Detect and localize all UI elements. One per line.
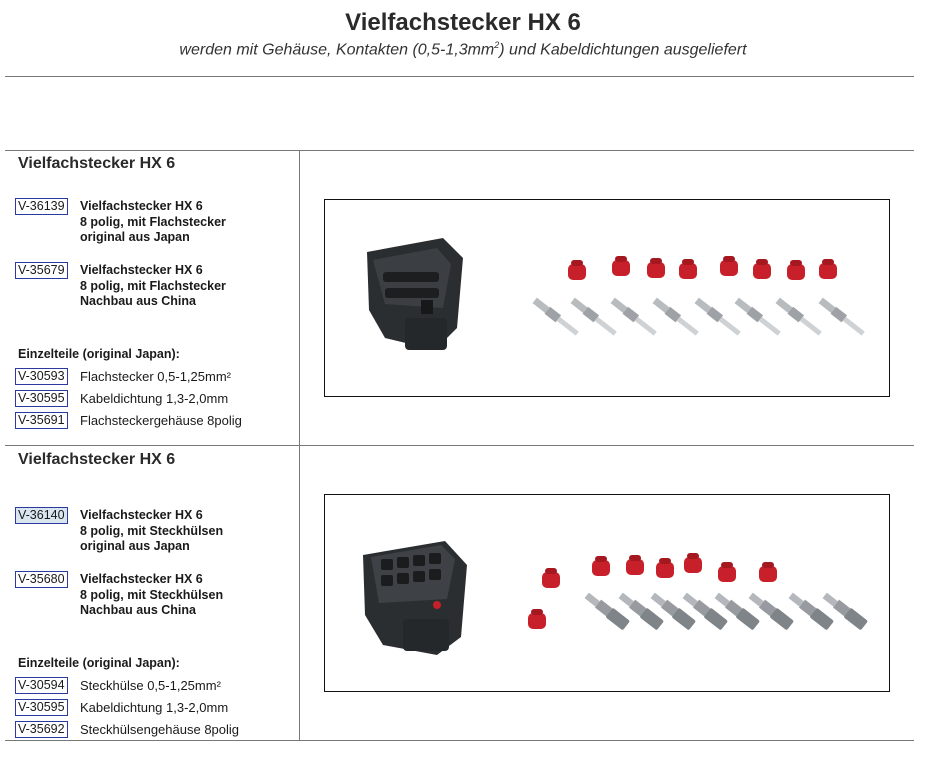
table-top-rule	[5, 150, 914, 151]
parts-heading: Einzelteile (original Japan):	[18, 347, 180, 361]
part-code-link[interactable]: V-35691	[15, 412, 68, 429]
product-code-link[interactable]: V-35679	[15, 262, 68, 279]
product-name: Vielfachstecker HX 6	[80, 508, 203, 522]
part-description: Kabeldichtung 1,3-2,0mm	[80, 700, 229, 715]
flat-terminal-icon	[652, 297, 700, 337]
subtitle-text: werden mit Gehäuse, Kontakten (0,5-1,3mm	[179, 41, 495, 59]
connector-housing-icon	[363, 541, 467, 655]
parts-heading: Einzelteile (original Japan):	[18, 656, 180, 670]
part-description: Flachstecker 0,5-1,25mm²	[80, 369, 231, 384]
terminal-row	[583, 590, 868, 630]
product-code-link[interactable]: V-36139	[15, 198, 68, 215]
table-bottom-rule	[5, 740, 914, 741]
rubber-seal-icon	[679, 259, 697, 279]
part-code-link[interactable]: V-30595	[15, 390, 68, 407]
rubber-seal-icon	[647, 258, 665, 278]
rubber-seal-icon	[787, 260, 805, 280]
product-origin: Nachbau aus China	[80, 603, 196, 618]
rubber-seal-icon	[612, 256, 630, 276]
table-middle-rule	[5, 445, 914, 446]
rubber-seal-icon	[656, 558, 674, 578]
subtitle-text-end: ) und Kabeldichtungen ausgeliefert	[499, 41, 747, 59]
part-code-link[interactable]: V-35692	[15, 721, 68, 738]
rubber-seal-icon	[759, 562, 777, 582]
part-code-link[interactable]: V-30593	[15, 368, 68, 385]
product-variant: 8 polig, mit Flachstecker	[80, 278, 226, 293]
product-variant: 8 polig, mit Steckhülsen	[80, 523, 224, 538]
product-description	[80, 263, 226, 310]
flat-terminal-icon	[734, 297, 782, 337]
flat-terminal-icon	[610, 297, 658, 337]
product-variant: 8 polig, mit Flachstecker	[80, 214, 226, 229]
product-name: Vielfachstecker HX 6	[80, 199, 203, 213]
part-code-link[interactable]: V-30595	[15, 699, 68, 716]
part-code-link[interactable]: V-30594	[15, 677, 68, 694]
product-name: Vielfachstecker HX 6	[80, 263, 203, 277]
part-description: Steckhülsengehäuse 8polig	[80, 722, 240, 737]
part-description: Kabeldichtung 1,3-2,0mm	[80, 391, 229, 406]
product-origin: Nachbau aus China	[80, 294, 196, 309]
rubber-seal-icon	[684, 553, 702, 573]
rubber-seal-icon	[753, 259, 771, 279]
terminal-row	[532, 297, 866, 337]
header-divider	[5, 76, 914, 77]
table-column-divider	[299, 150, 300, 741]
flat-terminal-icon	[818, 297, 866, 337]
rubber-seal-icon	[542, 568, 560, 588]
rubber-seal-icon	[819, 259, 837, 279]
rubber-seal-icon	[568, 260, 586, 280]
product-code-link[interactable]: V-36140	[15, 507, 68, 524]
product-origin: original aus Japan	[80, 539, 190, 554]
seal-row	[568, 256, 837, 280]
page-title: Vielfachstecker HX 6	[345, 9, 581, 36]
rubber-seal-icon	[592, 556, 610, 576]
rubber-seal-icon	[718, 562, 736, 582]
part-description: Flachsteckergehäuse 8polig	[80, 413, 242, 428]
product-description	[80, 508, 223, 555]
product-variant: 8 polig, mit Steckhülsen	[80, 587, 224, 602]
section-title: Vielfachstecker HX 6	[18, 155, 176, 172]
subtitle-superscript: 2	[494, 40, 500, 50]
rubber-seal-icon	[528, 609, 546, 629]
page-subtitle	[0, 40, 926, 59]
connector-housing-icon	[367, 238, 463, 350]
product-origin: original aus Japan	[80, 230, 190, 245]
product-photo-socket	[324, 494, 890, 692]
product-photo-flat-plug	[324, 199, 890, 397]
part-description: Steckhülse 0,5-1,25mm²	[80, 678, 221, 693]
rubber-seal-icon	[720, 256, 738, 276]
product-description	[80, 199, 226, 246]
section-title: Vielfachstecker HX 6	[18, 451, 176, 468]
rubber-seal-icon	[626, 555, 644, 575]
product-description	[80, 572, 223, 619]
product-code-link[interactable]: V-35680	[15, 571, 68, 588]
flat-terminal-icon	[775, 297, 823, 337]
product-name: Vielfachstecker HX 6	[80, 572, 203, 586]
